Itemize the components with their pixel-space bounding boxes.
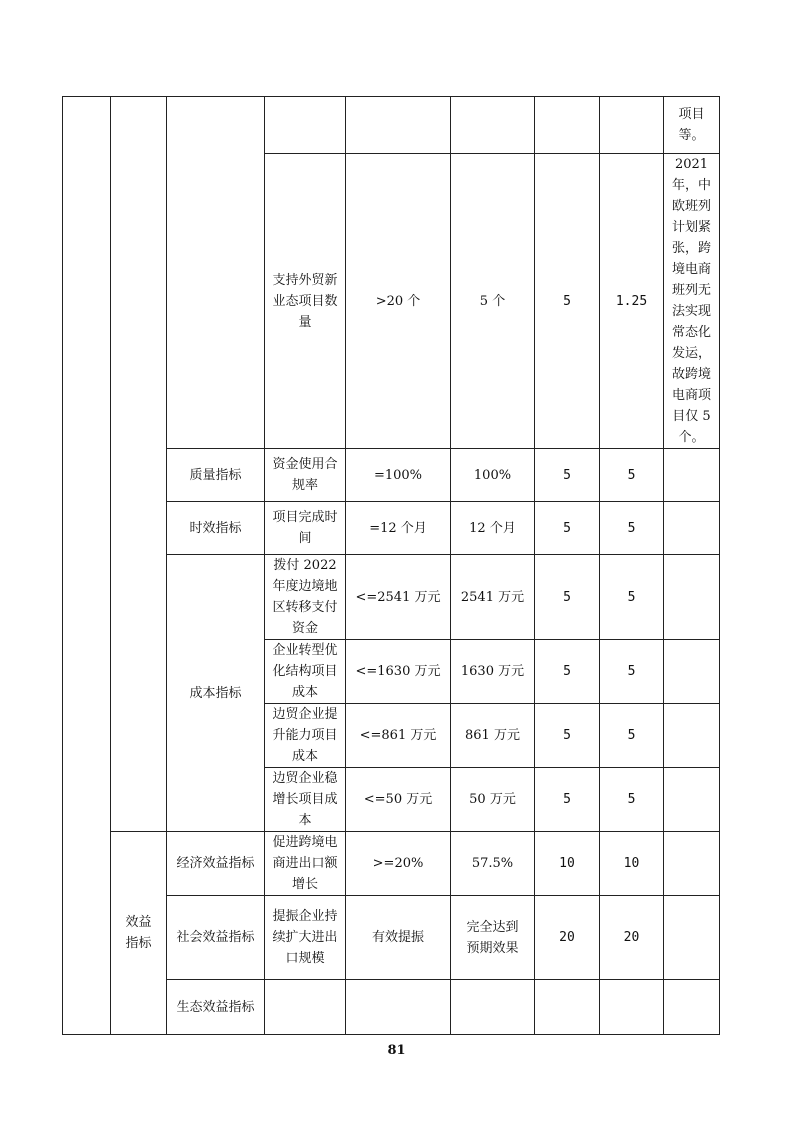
- target-cell: 有效提振: [346, 896, 451, 980]
- weight-cell: 5: [535, 768, 600, 832]
- indicator-cell: 质量指标: [167, 449, 265, 502]
- metric-cell: 项目完成时间: [265, 502, 346, 555]
- actual-cell: 2541 万元: [451, 555, 535, 640]
- score-cell: 5: [600, 640, 664, 704]
- output-indicator-cell: [111, 97, 167, 832]
- quantity-indicator-cell: [167, 97, 265, 449]
- target-cell: >20 个: [346, 154, 451, 449]
- target-cell: <=861 万元: [346, 704, 451, 768]
- score-cell: 20: [600, 896, 664, 980]
- score-cell: 1.25: [600, 154, 664, 449]
- note-cell: [664, 896, 720, 980]
- actual-cell: [451, 980, 535, 1035]
- metric-cell: 支持外贸新业态项目数量: [265, 154, 346, 449]
- target-cell: <=1630 万元: [346, 640, 451, 704]
- note-cell: [664, 555, 720, 640]
- metric-cell: 促进跨境电商进出口额增长: [265, 832, 346, 896]
- indicator-cell: 成本指标: [167, 555, 265, 832]
- weight-cell: 5: [535, 449, 600, 502]
- score-cell: [600, 97, 664, 154]
- target-cell: =100%: [346, 449, 451, 502]
- table-row: [63, 97, 720, 154]
- note-cell: [664, 449, 720, 502]
- metric-cell: 边贸企业提升能力项目成本: [265, 704, 346, 768]
- note-cell: [664, 640, 720, 704]
- target-cell: =12 个月: [346, 502, 451, 555]
- weight-cell: 5: [535, 640, 600, 704]
- score-cell: 5: [600, 449, 664, 502]
- note-cell: [664, 768, 720, 832]
- note-cell: [664, 980, 720, 1035]
- metric-cell: 边贸企业稳增长项目成本: [265, 768, 346, 832]
- actual-cell: 100%: [451, 449, 535, 502]
- first-level-indicator-cell: [63, 97, 111, 1035]
- score-cell: 5: [600, 555, 664, 640]
- weight-cell: 5: [535, 555, 600, 640]
- actual-cell: 5 个: [451, 154, 535, 449]
- score-cell: [600, 980, 664, 1035]
- note-cell: 项目等。: [664, 97, 720, 154]
- metric-cell: 企业转型优化结构项目成本: [265, 640, 346, 704]
- indicator-cell: 社会效益指标: [167, 896, 265, 980]
- table-row: [63, 832, 720, 896]
- score-cell: 5: [600, 768, 664, 832]
- metric-cell: [265, 980, 346, 1035]
- indicator-cell: 生态效益指标: [167, 980, 265, 1035]
- metric-cell: 拨付 2022 年度边境地区转移支付资金: [265, 555, 346, 640]
- page-number: 81: [387, 1043, 406, 1058]
- score-cell: 5: [600, 502, 664, 555]
- actual-cell: 12 个月: [451, 502, 535, 555]
- actual-cell: [451, 97, 535, 154]
- actual-cell: 完全达到预期效果: [451, 896, 535, 980]
- metric-cell: 资金使用合规率: [265, 449, 346, 502]
- note-cell: [664, 502, 720, 555]
- target-cell: <=50 万元: [346, 768, 451, 832]
- actual-cell: 861 万元: [451, 704, 535, 768]
- weight-cell: 5: [535, 154, 600, 449]
- note-cell: 2021 年，中欧班列计划紧张，跨境电商班列无法实现常态化发运，故跨境电商项目仅 5 个。: [664, 154, 720, 449]
- weight-cell: [535, 980, 600, 1035]
- target-cell: [346, 980, 451, 1035]
- weight-cell: 5: [535, 502, 600, 555]
- actual-cell: 50 万元: [451, 768, 535, 832]
- score-cell: 5: [600, 704, 664, 768]
- metric-cell: [265, 97, 346, 154]
- performance-indicator-table: [62, 96, 720, 1035]
- score-cell: 10: [600, 832, 664, 896]
- indicator-cell: 时效指标: [167, 502, 265, 555]
- actual-cell: 1630 万元: [451, 640, 535, 704]
- weight-cell: 5: [535, 704, 600, 768]
- actual-cell: 57.5%: [451, 832, 535, 896]
- category-cell: 效益指标: [111, 832, 167, 1035]
- note-cell: [664, 704, 720, 768]
- note-cell: [664, 832, 720, 896]
- indicator-cell: 经济效益指标: [167, 832, 265, 896]
- weight-cell: 10: [535, 832, 600, 896]
- target-cell: <=2541 万元: [346, 555, 451, 640]
- metric-cell: 提振企业持续扩大进出口规模: [265, 896, 346, 980]
- target-cell: [346, 97, 451, 154]
- weight-cell: [535, 97, 600, 154]
- target-cell: >=20%: [346, 832, 451, 896]
- weight-cell: 20: [535, 896, 600, 980]
